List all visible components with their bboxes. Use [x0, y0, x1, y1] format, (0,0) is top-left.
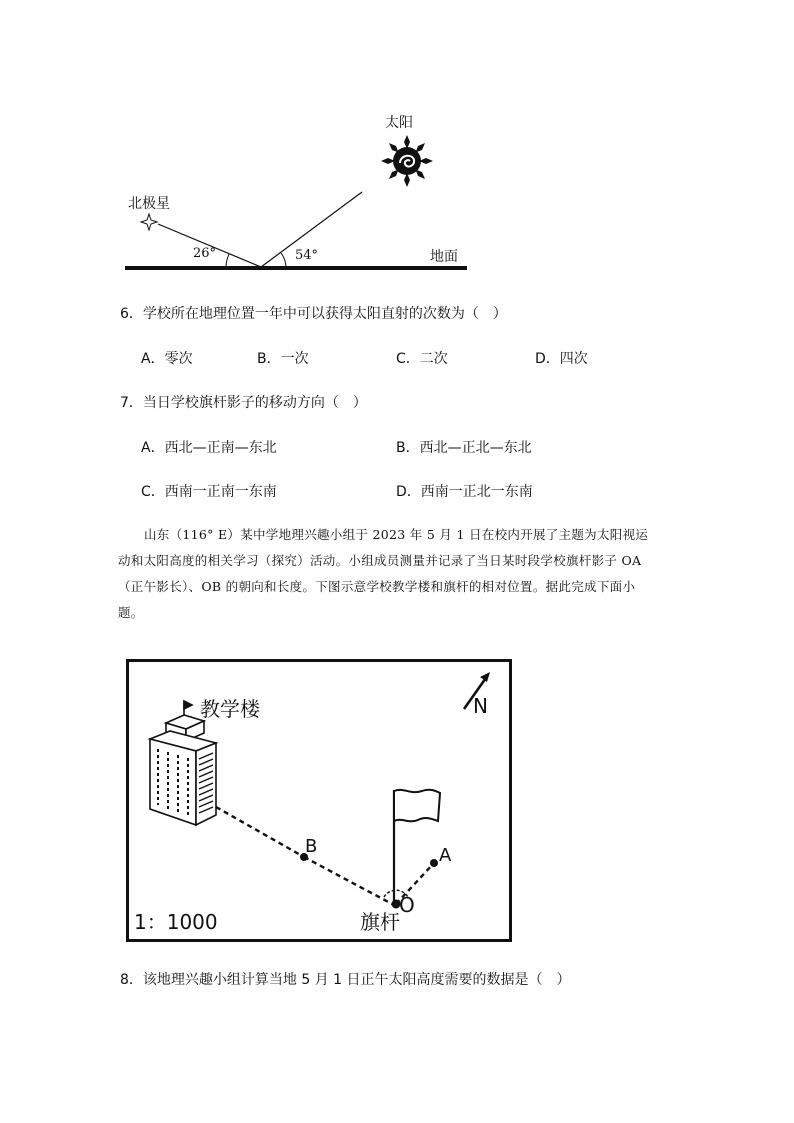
question-6-option-b[interactable]: B．一次	[257, 351, 309, 367]
angle-arc-left	[226, 254, 229, 267]
question-6-option-c[interactable]: C．二次	[396, 351, 448, 367]
star-icon	[141, 214, 157, 230]
angle-right-label: 54°	[295, 248, 319, 263]
point-b-label: B	[305, 836, 318, 857]
angle-arc-right	[281, 253, 286, 267]
passage	[118, 522, 678, 626]
point-a-label: A	[439, 845, 452, 866]
passage-line-3: （正午影长）、OB 的朝向和长度。下图示意学校教学楼和旗杆的相对位置。据此完成下面小	[118, 579, 636, 594]
question-8-stem: 8．该地理兴趣小组计算当地 5 月 1 日正午太阳高度需要的数据是（ ）	[120, 972, 571, 988]
question-7-option-a[interactable]: A．西北—正南—东北	[141, 440, 277, 456]
ground-label: 地面	[430, 249, 458, 265]
sun-icon	[381, 135, 433, 187]
question-7-stem: 7．当日学校旗杆影子的移动方向（ ）	[120, 395, 367, 411]
question-6-stem: 6．学校所在地理位置一年中可以获得太阳直射的次数为（ ）	[120, 306, 507, 322]
polaris-label: 北极星	[128, 196, 170, 212]
flagpole-label: 旗杆	[360, 910, 400, 934]
question-7-option-c[interactable]: C．西南一正南一东南	[141, 484, 277, 500]
angle-left-label: 26°	[193, 246, 217, 261]
question-7-option-b[interactable]: B．西北—正北—东北	[396, 440, 532, 456]
passage-line-2: 动和太阳高度的相关学习（探究）活动。小组成员测量并记录了当日某时段学校旗杆影子 OA	[118, 553, 642, 568]
building-label: 教学楼	[200, 697, 260, 721]
question-7-option-d[interactable]: D．西南一正北一东南	[396, 484, 533, 500]
point-o-label: O	[399, 893, 415, 917]
point-a	[430, 859, 438, 867]
map-scale: 1：1000	[134, 910, 218, 934]
north-label: N	[473, 694, 488, 718]
question-6-option-d[interactable]: D．四次	[535, 351, 588, 367]
school-map-svg	[126, 659, 512, 942]
question-6-option-a[interactable]: A．零次	[141, 351, 193, 367]
ground-line	[125, 266, 467, 270]
sun-label: 太阳	[385, 115, 413, 131]
passage-line-4: 题。	[118, 605, 144, 620]
passage-line-1: 山东（116° E）某中学地理兴趣小组于 2023 年 5 月 1 日在校内开展了主题为太阳视运	[144, 527, 649, 542]
school-map	[126, 659, 512, 942]
